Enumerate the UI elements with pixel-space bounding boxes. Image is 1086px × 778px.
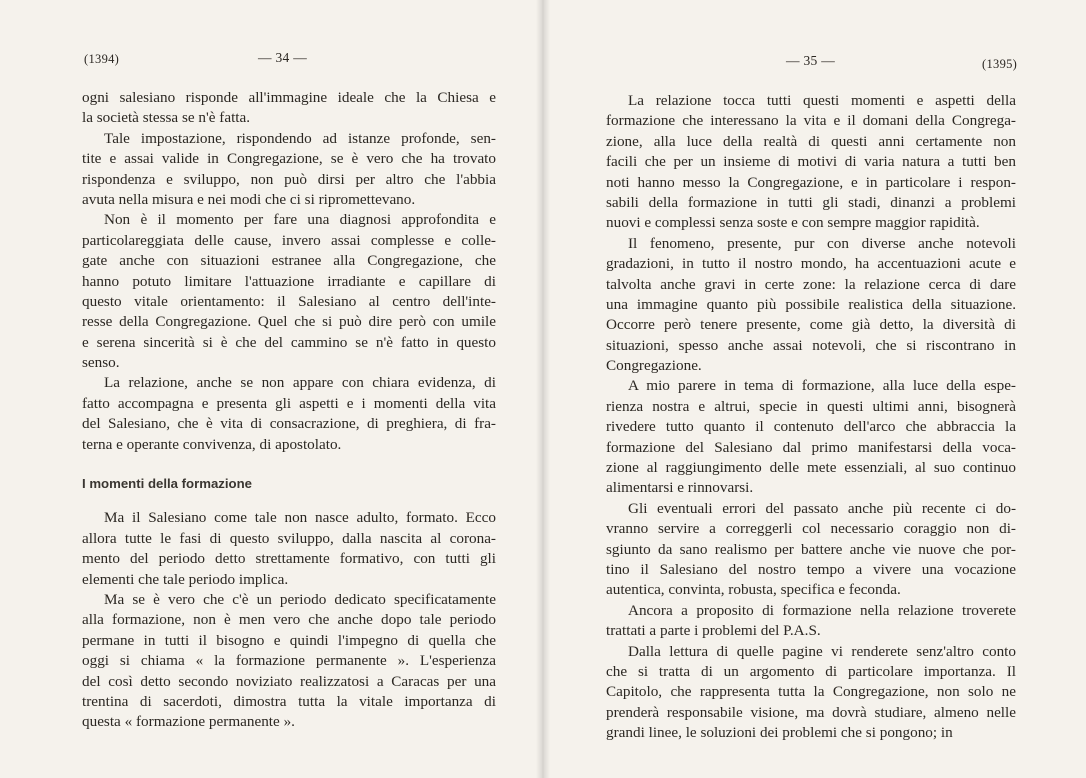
text-line: e serena sincerità si è che del cammino se n'è fatto in questo — [82, 333, 496, 351]
text-line: Occorre però tenere presente, come già detto, la diversità di — [606, 316, 1016, 334]
text-line: senso. — [82, 354, 120, 372]
text-line: Gli eventuali errori del passato anche più recente ci do- — [628, 499, 1016, 517]
text-line: talvolta anche gravi in certe zone: la relazione cerca di dare — [606, 275, 1016, 293]
text-line: oggi si chiama « la formazione permanente ». L'esperienza — [82, 652, 496, 670]
text-line: avuta nella misura e nei modi che ci si ripromettevano. — [82, 190, 416, 208]
text-line: grandi linee, le soluzioni dei problemi che si pongono; in — [606, 724, 953, 742]
text-line: La relazione, anche se non appare con chiara evidenza, di — [104, 374, 496, 392]
text-line: mento del periodo detto strettamente formativo, con tutti gli — [82, 550, 496, 568]
text-line: formazione del Salesiano dal primo manifestarsi della voca- — [606, 438, 1016, 456]
text-line: nuovi e complessi senza soste e con sempre maggior rapidità. — [606, 214, 980, 232]
text-line: zione al raggiungimento delle mete essenziali, al suo continuo — [606, 459, 1016, 477]
text-line: trattati a parte i problemi del P.A.S. — [606, 622, 821, 640]
text-line: elementi che tale periodo implica. — [82, 570, 289, 588]
book-gutter — [536, 0, 550, 778]
section-heading: I momenti della formazione — [82, 476, 253, 492]
text-line: allora tutte le fasi di questo sviluppo, dalla nascita al corona- — [82, 529, 496, 547]
text-line: Il fenomeno, presente, pur con diverse anche notevoli — [628, 234, 1016, 252]
text-line: tino il Salesiano del nostro tempo a vivere una vocazione — [606, 560, 1016, 578]
text-line: A mio parere in tema di formazione, alla luce della espe- — [628, 377, 1016, 395]
text-line: la società stessa se n'è fatta. — [82, 109, 251, 127]
text-line: La relazione tocca tutti questi momenti e aspetti della — [628, 92, 1016, 109]
text-line: Non è il momento per fare una diagnosi approfondita e — [104, 211, 496, 229]
text-line: terna e operante convivenza, di apostolato. — [82, 435, 342, 453]
text-line: rispondenza e sviluppo, non può dirsi per altro che l'abbia — [82, 170, 496, 188]
text-line: formazione che interessano la vita e il domani della Congrega- — [606, 112, 1016, 130]
text-line: vranno servire a correggerli col necessario coraggio non di- — [606, 520, 1016, 538]
text-line: Congregazione. — [606, 357, 702, 375]
text-line: noti hanno messo la Congregazione, e in particolare i respon- — [606, 173, 1016, 191]
text-line: situazioni, spesso anche assai notevoli, che si riscontrano in — [606, 336, 1016, 354]
text-line: Ma il Salesiano come tale non nasce adulto, formato. Ecco — [104, 509, 496, 527]
text-line: trentina di sacerdoti, dimostra tutta la vitale importanza di — [82, 692, 496, 710]
text-line: particolareggiata delle cause, invero assai complesse e colle- — [82, 231, 496, 249]
text-line: rivedere tutto quanto il contenuto dell'arco che abbraccia la — [606, 418, 1016, 436]
text-line: ogni salesiano risponde all'immagine ideale che la Chiesa e — [82, 89, 496, 106]
right-block — [606, 91, 1016, 744]
right-text-column — [606, 91, 1016, 744]
text-line: che si tratta di un argomento di particolare importanza. Il — [606, 662, 1016, 680]
text-line: autentica, convinta, robusta, specifica e feconda. — [606, 581, 901, 599]
text-line: Tale impostazione, rispondendo ad istanze profonde, sen- — [104, 129, 496, 147]
text-line: facili che per un insieme di motivi di varia natura a tutti ben — [606, 153, 1016, 171]
text-line: del così detto secondo noviziato realizzatosi a Caracas per una — [82, 672, 496, 690]
text-line: zione, alla luce della realtà di questi anni certamente non — [606, 132, 1016, 150]
text-line: prenderà responsabile visione, ma dovrà studiare, almeno nelle — [606, 703, 1016, 721]
text-line: hanno potuto limitare l'attuazione irradiante e capillare di — [82, 272, 496, 290]
left-ref-number: (1394) — [84, 52, 120, 66]
text-line: questa « formazione permanente ». — [82, 713, 295, 731]
text-line: fatto accompagna e presenta gli aspetti e i momenti della vita — [82, 394, 496, 412]
text-line: Capitolo, che rappresenta tutta la Congregazione, non solo ne — [606, 683, 1016, 701]
right-ref-number: (1395) — [982, 57, 1018, 71]
text-line: permane in tutti il bisogno e quindi l'impegno di quella che — [82, 631, 496, 649]
text-line: sabili della formazione in tutti gli stadi, dinanzi a problemi — [606, 193, 1016, 211]
left-page-number: — 34 — — [258, 50, 308, 65]
text-line: rienza nostra e altrui, specie in questi ultimi anni, bisognerà — [606, 397, 1016, 415]
text-line: questo vitale orientamento: il Salesiano al centro dell'inte- — [82, 292, 496, 310]
text-line: una immagine quanto più possibile realistica della situazione. — [606, 295, 1016, 313]
text-line: Ma se è vero che c'è un periodo dedicato specificatamente — [104, 590, 496, 608]
text-line: del Salesiano, che è vita di consacrazione, di preghiera, di fra- — [82, 415, 496, 433]
text-line: sgiunto da sano realismo per battere anche vie nuove che por- — [606, 540, 1016, 558]
text-line: alimentarsi e rinnovarsi. — [606, 479, 754, 497]
text-line: Dalla lettura di quelle pagine vi renderete senz'altro conto — [628, 642, 1016, 660]
text-line: gradazioni, in tutto il nostro mondo, ha accentuazioni acute e — [606, 255, 1016, 273]
left-block-1 — [82, 88, 496, 455]
text-line: alla formazione, non è men vero che anche dopo tale periodo — [82, 611, 496, 629]
left-block-2 — [82, 508, 496, 732]
left-text-column — [82, 88, 496, 733]
text-line: Ancora a proposito di formazione nella relazione troverete — [628, 601, 1016, 619]
text-line: gate anche con situazioni estranee alla Congregazione, che — [82, 252, 496, 270]
text-line: resse della Congregazione. Quel che si può dire però con umile — [82, 313, 496, 331]
right-page-number: — 35 — — [786, 53, 836, 68]
text-line: tite e assai valide in Congregazione, se è vero che ha trovato — [82, 150, 496, 168]
